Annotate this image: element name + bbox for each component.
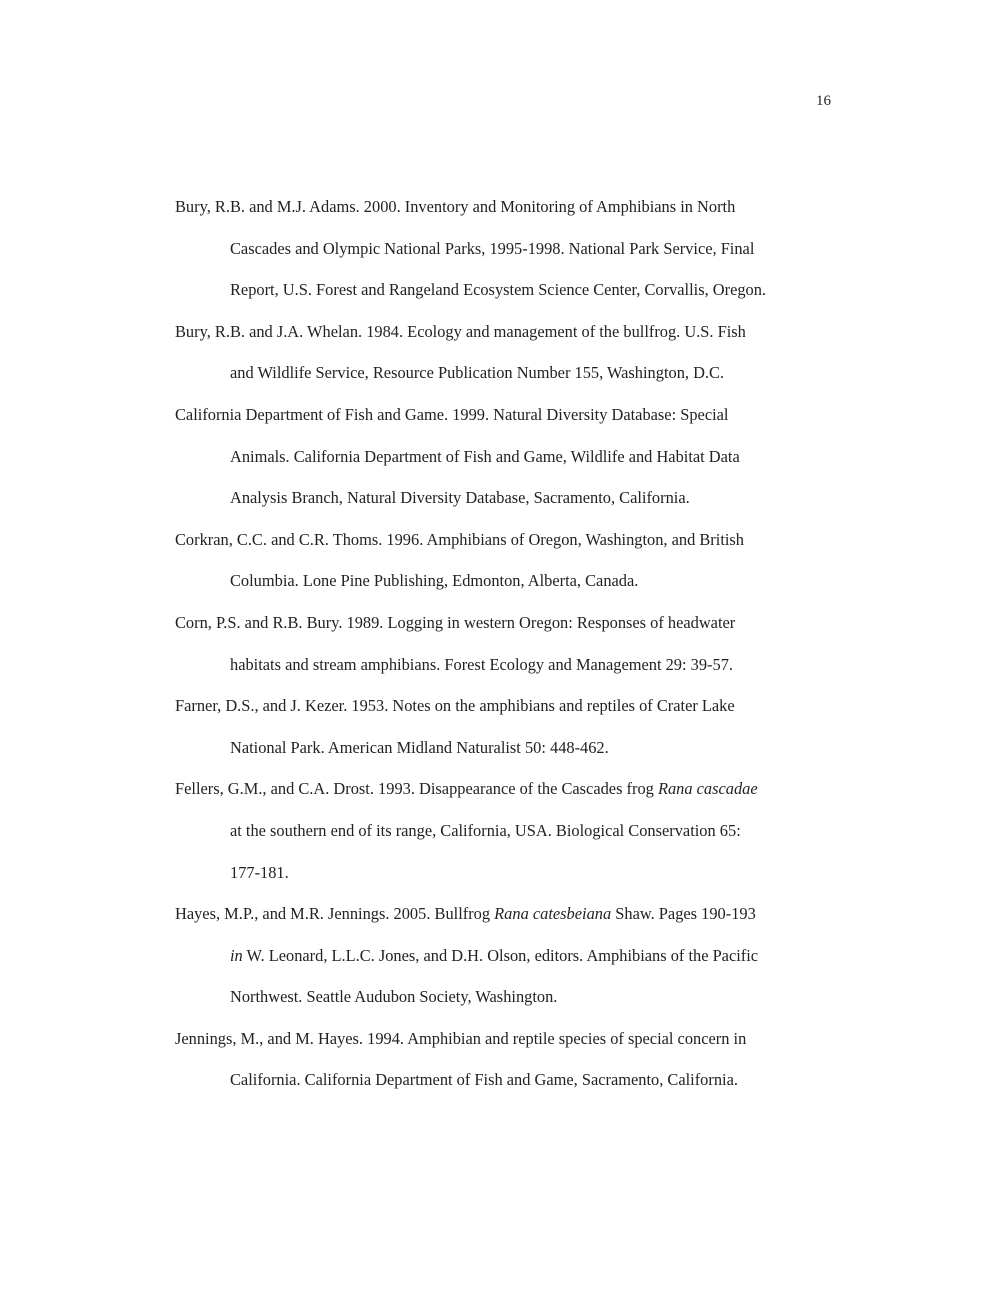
reference-text: Corkran, C.C. and C.R. Thoms. 1996. Amphibians of Oregon, Washington, and British — [175, 529, 744, 549]
reference-text: California. California Department of Fish and Game, Sacramento, California. — [230, 1070, 738, 1090]
italic-text: Rana catesbeiana — [494, 904, 612, 924]
reference-text: National Park. American Midland Naturalist 50: 448-462. — [230, 737, 609, 757]
reference-text: California Department of Fish and Game. 1999. Natural Diversity Database: Special — [175, 404, 729, 424]
reference-entry — [175, 685, 835, 768]
reference-entry — [175, 1018, 835, 1101]
reference-line — [230, 935, 835, 977]
reference-text: Bury, R.B. and J.A. Whelan. 1984. Ecology and management of the bullfrog. U.S. Fish — [175, 321, 746, 341]
reference-line — [230, 644, 835, 686]
reference-list — [175, 186, 835, 1101]
reference-entry — [175, 768, 835, 893]
reference-text: Fellers, G.M., and C.A. Drost. 1993. Disappearance of the Cascades frog — [175, 779, 658, 799]
reference-text: Report, U.S. Forest and Rangeland Ecosystem Science Center, Corvallis, Oregon. — [230, 280, 767, 300]
reference-entry — [175, 311, 835, 394]
reference-entry — [175, 602, 835, 685]
reference-line — [230, 560, 835, 602]
reference-text: habitats and stream amphibians. Forest Ecology and Management 29: 39-57. — [230, 654, 733, 674]
reference-line — [230, 810, 835, 852]
reference-line — [230, 352, 835, 394]
reference-line — [230, 228, 835, 270]
reference-line — [175, 186, 835, 228]
reference-line — [230, 1059, 835, 1101]
reference-line — [230, 477, 835, 519]
page-number: 16 — [816, 93, 831, 109]
reference-text: Analysis Branch, Natural Diversity Database, Sacramento, California. — [230, 488, 690, 508]
reference-entry — [175, 186, 835, 311]
reference-text: Jennings, M., and M. Hayes. 1994. Amphibian and reptile species of special concern in — [175, 1028, 747, 1048]
reference-line — [230, 727, 835, 769]
italic-text: Rana cascadae — [657, 779, 758, 799]
reference-line — [230, 436, 835, 478]
reference-text: Corn, P.S. and R.B. Bury. 1989. Logging in western Oregon: Responses of headwater — [175, 612, 736, 632]
reference-text: Farner, D.S., and J. Kezer. 1953. Notes on the amphibians and reptiles of Crater Lake — [175, 696, 735, 716]
reference-text: and Wildlife Service, Resource Publication Number 155, Washington, D.C. — [230, 363, 725, 383]
reference-text: Cascades and Olympic National Parks, 1995-1998. National Park Service, Final — [230, 238, 755, 258]
reference-line — [230, 976, 835, 1018]
reference-line — [175, 685, 835, 727]
reference-entry — [175, 394, 835, 519]
reference-line — [230, 852, 835, 894]
reference-text: at the southern end of its range, California, USA. Biological Conservation 65: — [230, 820, 741, 840]
reference-line — [175, 394, 835, 436]
reference-text: Hayes, M.P., and M.R. Jennings. 2005. Bullfrog — [175, 904, 495, 924]
reference-line — [175, 893, 835, 935]
reference-text: W. Leonard, L.L.C. Jones, and D.H. Olson, editors. Amphibians of the Pacific — [242, 945, 759, 965]
reference-text: 177-181. — [230, 862, 289, 882]
reference-entry — [175, 893, 835, 1018]
reference-line — [175, 1018, 835, 1060]
reference-entry — [175, 519, 835, 602]
reference-line — [175, 602, 835, 644]
reference-text: Shaw. Pages 190-193 — [611, 904, 756, 924]
reference-line — [230, 269, 835, 311]
reference-text: Columbia. Lone Pine Publishing, Edmonton, Alberta, Canada. — [230, 571, 639, 591]
reference-line — [175, 519, 835, 561]
italic-text: in — [230, 945, 243, 965]
reference-line — [175, 311, 835, 353]
reference-text: Northwest. Seattle Audubon Society, Washington. — [230, 987, 558, 1007]
reference-text: Bury, R.B. and M.J. Adams. 2000. Inventory and Monitoring of Amphibians in North — [175, 197, 736, 216]
reference-text: Animals. California Department of Fish and Game, Wildlife and Habitat Data — [230, 446, 740, 466]
reference-line — [175, 768, 835, 810]
